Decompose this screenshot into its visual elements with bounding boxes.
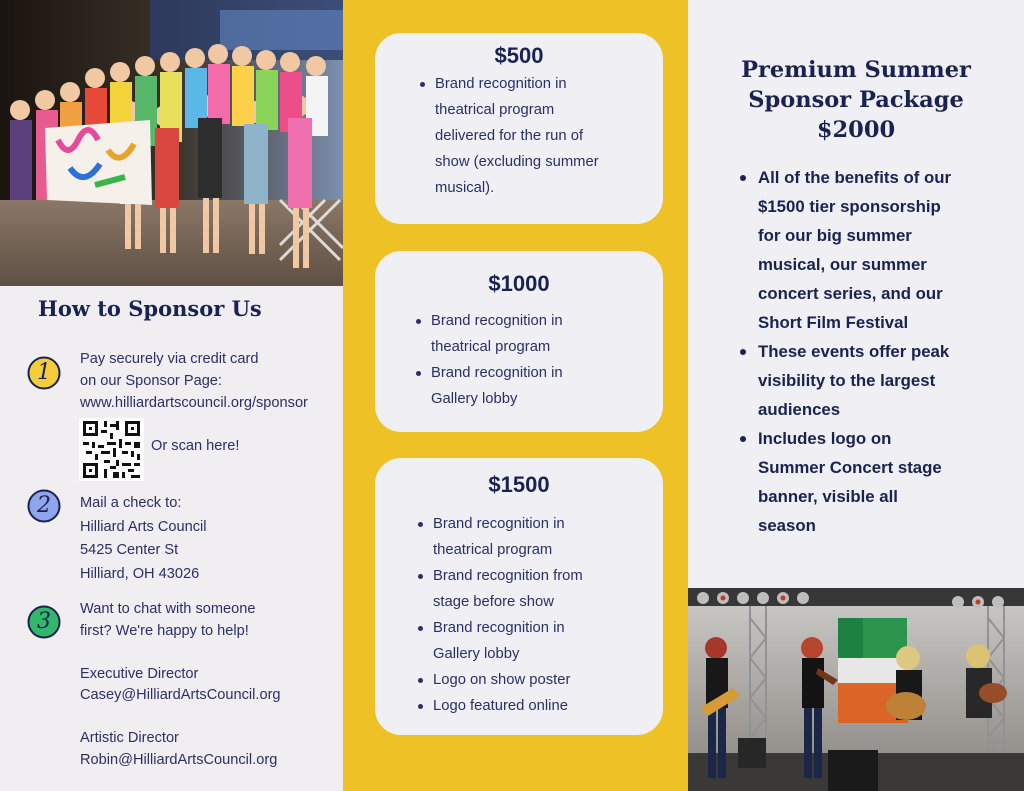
tier-benefit-continued: musical). [435, 180, 495, 196]
premium-benefit-list [758, 163, 951, 540]
artistic-director-email[interactable]: Robin@HilliardArtsCouncil.org [80, 751, 278, 768]
executive-director-email[interactable]: Casey@HilliardArtsCouncil.org [80, 687, 281, 703]
tier-benefit-text: Brand recognition from stage before show [433, 568, 583, 610]
step-2-line: Mail a check to: [80, 495, 182, 511]
tier-benefit-text: Brand recognition in theatrical program [431, 313, 563, 355]
step-2-line: Hilliard, OH 43026 [80, 565, 200, 582]
tier-benefit-continued: show (excluding summer [435, 154, 599, 170]
spacer [80, 642, 281, 664]
children-performance-illustration [0, 0, 343, 286]
premium-benefit [758, 424, 951, 540]
concert-band-illustration [688, 588, 1024, 791]
tier-benefit-text: Brand recognition in theatrical program [433, 516, 565, 558]
premium-benefit-line: musical, our summer [758, 255, 927, 274]
premium-benefit-line: Short Film Festival [758, 313, 909, 332]
tier-benefit-continued: theatrical program [435, 102, 555, 118]
summer-concert-band-photo [688, 588, 1024, 791]
tier-benefit-list [431, 308, 591, 412]
tier-price: $500 [494, 43, 544, 68]
tier-card-1500 [375, 458, 663, 735]
step-3-number: 3 [37, 609, 51, 634]
step-1-line: on our Sponsor Page: [80, 373, 222, 389]
premium-title-line: Premium Summer [741, 57, 971, 83]
step-2-text [80, 492, 207, 586]
premium-price: $2000 [816, 117, 896, 143]
spacer [80, 707, 281, 729]
premium-benefit-line: concert series, and our [758, 284, 943, 303]
tier-benefit-text: Brand recognition in Gallery lobby [431, 365, 563, 407]
tier-benefit [433, 563, 613, 615]
tier-benefit-text: Brand recognition in Gallery lobby [433, 620, 565, 662]
sponsor-tiers-panel [343, 0, 688, 791]
premium-benefit-line: $1500 tier sponsorship [758, 197, 941, 216]
tier-benefit: Brand recognition in [435, 71, 599, 97]
tier-benefit [433, 667, 613, 693]
step-3-line: first? We're happy to help! [80, 622, 249, 639]
premium-package-title [688, 55, 1024, 145]
step-1-number: 1 [37, 360, 51, 385]
step-1-line: Pay securely via credit card [80, 351, 259, 367]
premium-benefit-line: banner, visible all [758, 487, 898, 506]
contact-role: Executive Director [80, 665, 199, 682]
premium-title-line: Sponsor Package [748, 87, 964, 113]
contact-role: Artistic Director [80, 730, 179, 746]
tier-benefit-list [435, 71, 599, 201]
tier-benefit [431, 360, 591, 412]
premium-benefit [758, 163, 951, 337]
step-2-number: 2 [37, 493, 51, 518]
premium-benefit-line: Includes logo on [758, 429, 892, 448]
premium-benefit-line: Summer Concert stage [758, 458, 942, 477]
premium-benefit-line: season [758, 516, 816, 535]
premium-benefit-line: These events offer peak [758, 342, 950, 361]
step-1-text [80, 348, 308, 414]
tier-benefit [433, 511, 613, 563]
tier-benefit [433, 693, 613, 719]
premium-benefit-line: visibility to the largest [758, 371, 936, 390]
tier-benefit-text: Logo on show poster [433, 672, 571, 688]
premium-package-panel [688, 0, 1024, 791]
step-2-line: 5425 Center St [80, 542, 179, 558]
tier-card-1000 [375, 251, 663, 432]
tier-card-500 [375, 33, 663, 224]
tier-price: $1000 [488, 271, 550, 296]
step-2-line: Hilliard Arts Council [80, 518, 207, 535]
qr-code-icon[interactable] [79, 418, 144, 481]
premium-benefit [758, 337, 951, 424]
how-to-sponsor-title: How to Sponsor Us [38, 296, 262, 321]
children-performance-photo [0, 0, 343, 286]
tier-price: $1500 [488, 472, 550, 497]
sponsor-page-link[interactable]: www.hilliardartscouncil.org/sponsor [80, 395, 308, 411]
tier-benefit-list [433, 511, 613, 719]
tier-benefit [433, 615, 613, 667]
tier-benefit-text: Logo featured online [433, 698, 568, 714]
step-3-line: Want to chat with someone [80, 601, 256, 617]
premium-benefit-line: All of the benefits of our [758, 168, 951, 187]
qr-scan-label: Or scan here! [151, 438, 240, 454]
tier-benefit [431, 308, 591, 360]
step-3-text [80, 599, 281, 771]
premium-benefit-line: for our big summer [758, 226, 912, 245]
how-to-sponsor-panel [0, 0, 343, 791]
premium-benefit-line: audiences [758, 400, 841, 419]
tier-benefit-continued: delivered for the run of [435, 128, 584, 144]
